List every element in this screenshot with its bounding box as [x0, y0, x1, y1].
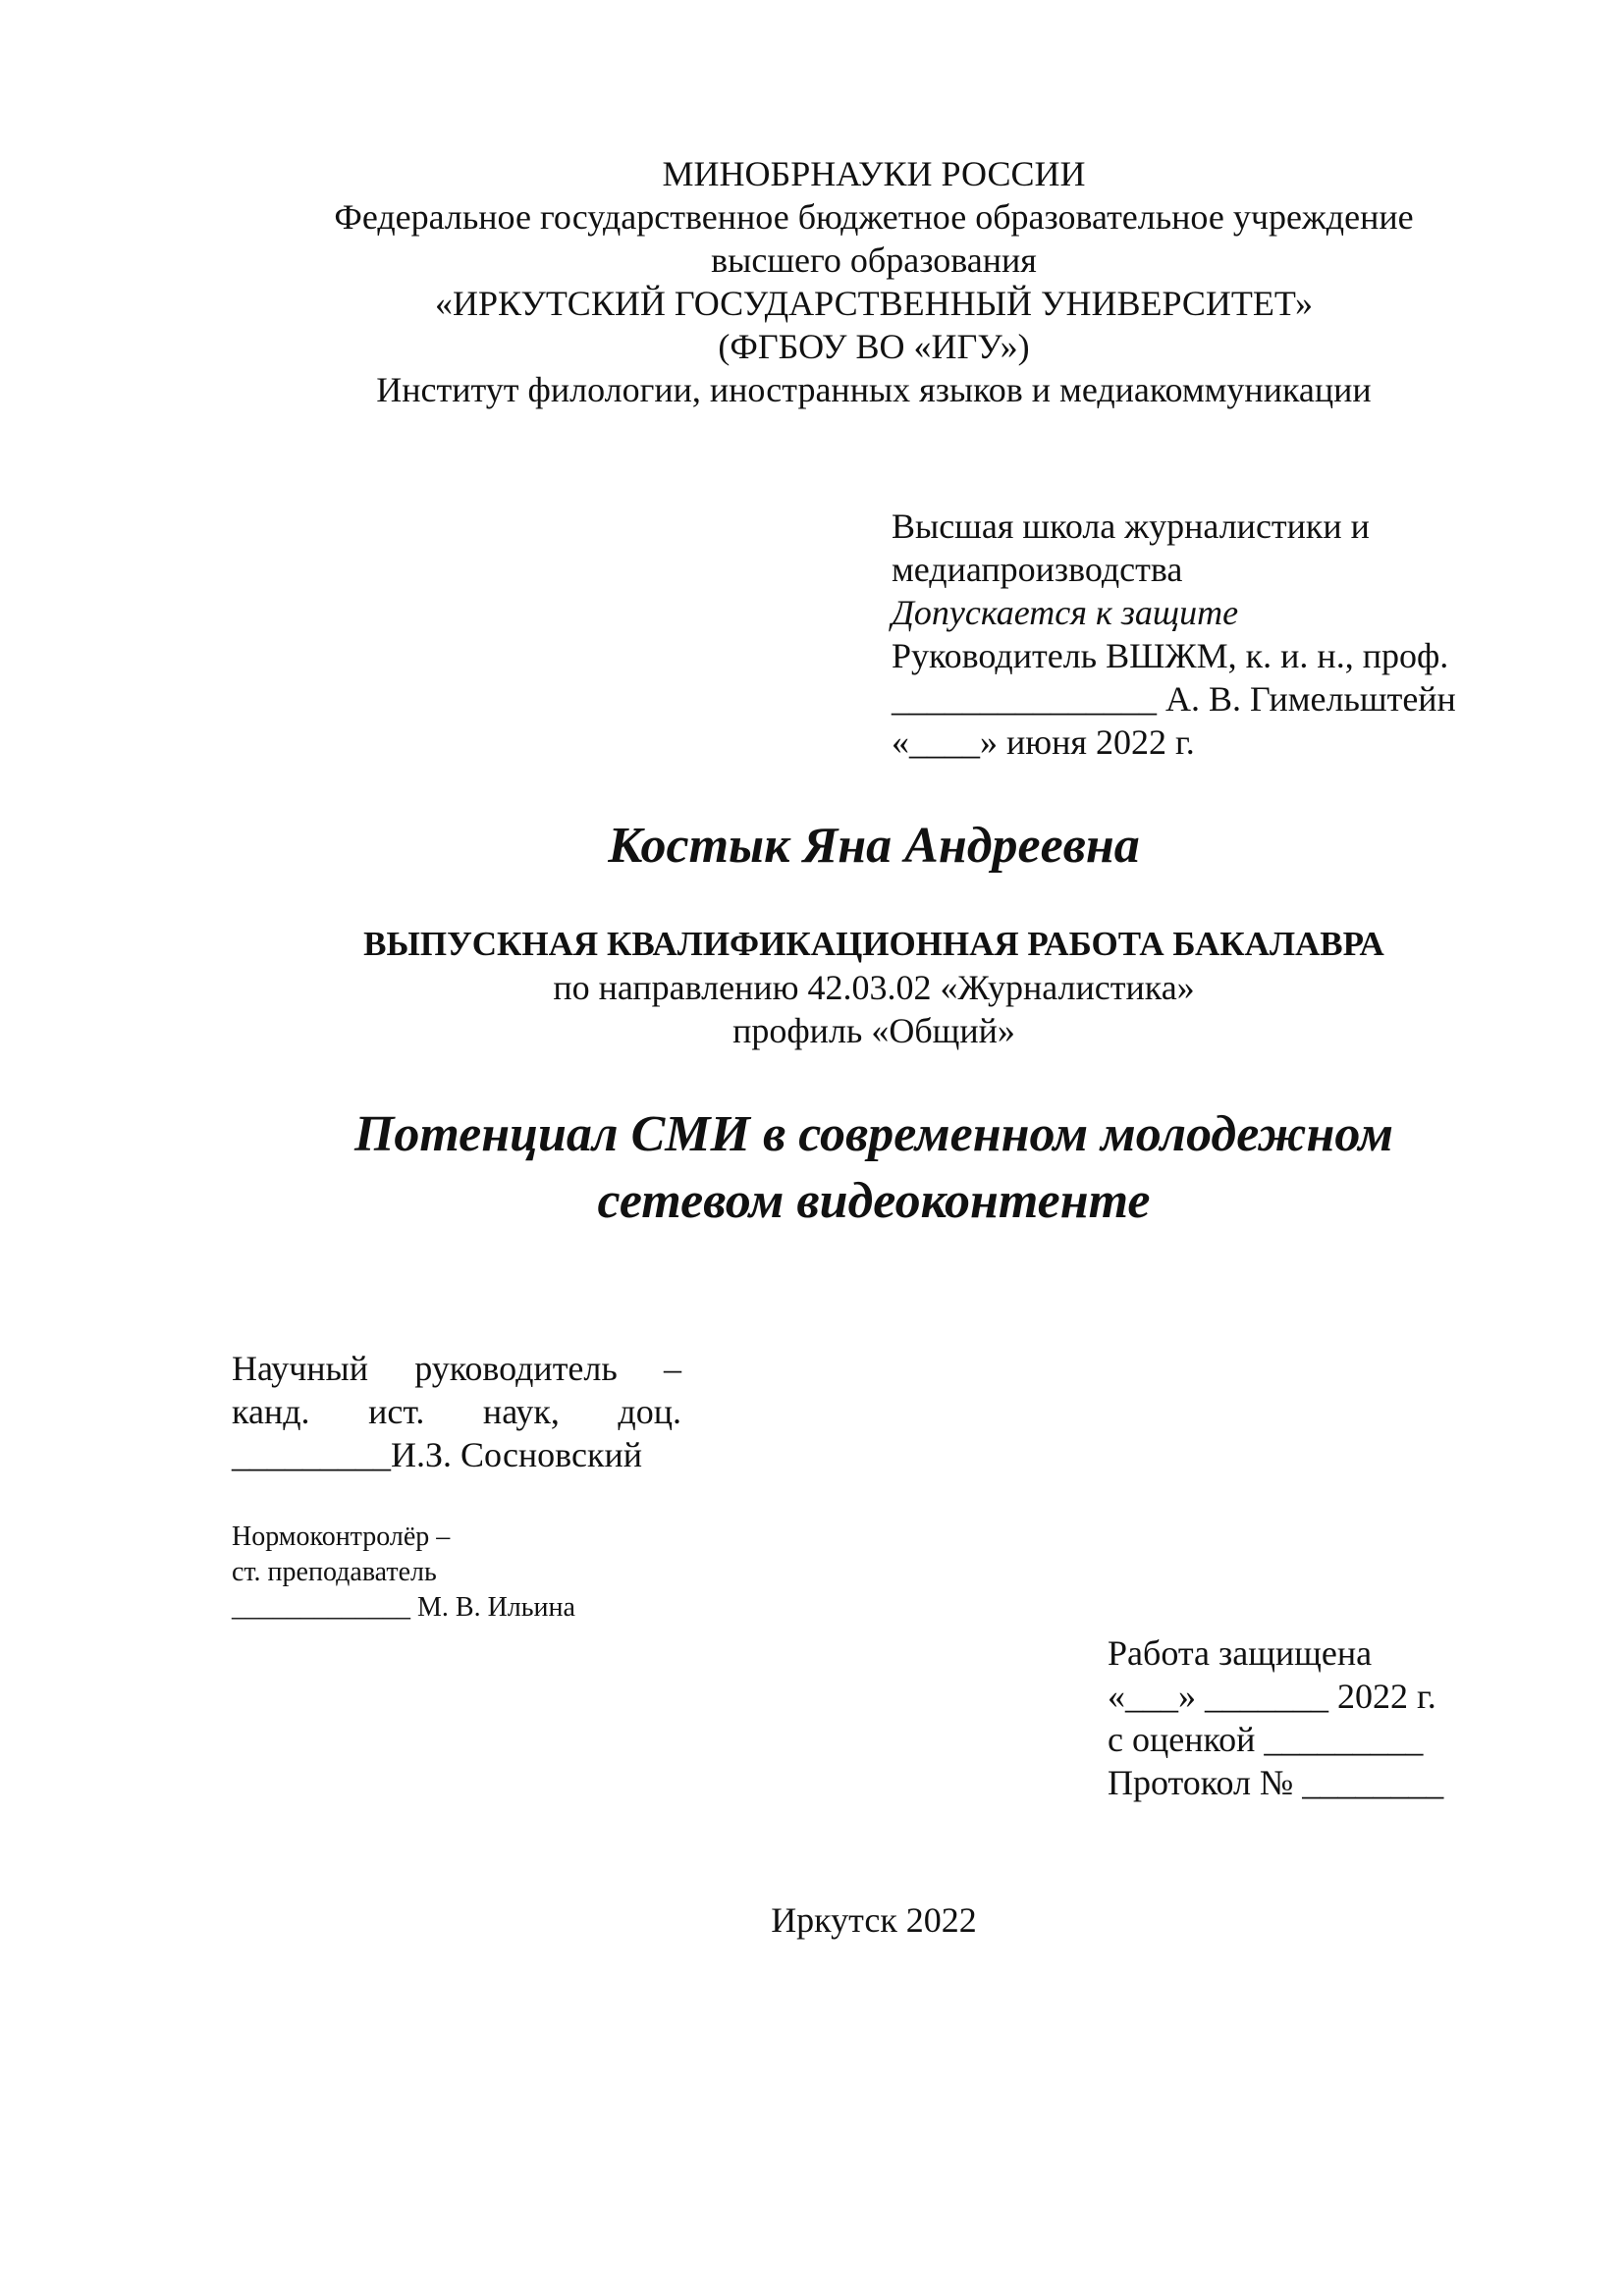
header-block — [0, 152, 1624, 411]
theme-line-1: Потенциал СМИ в современном молодежном — [353, 1106, 1394, 1162]
defense-date: «___» _______ 2022 г. — [1108, 1677, 1436, 1716]
university-name: «ИРКУТСКИЙ ГОСУДАРСТВЕННЫЙ УНИВЕРСИТЕТ» — [435, 284, 1313, 323]
supervisor-degree-word-2: ист. — [368, 1392, 425, 1431]
defense-block — [1108, 1631, 1500, 1804]
supervisor-signature: _________И.З. Сосновский — [232, 1435, 642, 1474]
supervisor-word-1: Научный — [232, 1349, 368, 1388]
defense-title: Работа защищена — [1108, 1633, 1373, 1673]
institution-level-line: высшего образования — [711, 240, 1037, 280]
theme-line-2: сетевом видеоконтенте — [597, 1173, 1151, 1229]
head-title: Руководитель ВШЖМ, к. и. н., проф. — [892, 636, 1449, 675]
approval-date: «____» июня 2022 г. — [892, 722, 1195, 762]
supervisor-degree-line — [232, 1390, 681, 1433]
defense-protocol: Протокол № ________ — [1108, 1763, 1444, 1802]
normocontroller-title: Нормоконтролёр – — [232, 1522, 451, 1552]
institute-name: Институт филологии, иностранных языков и медиакоммуникации — [376, 370, 1372, 409]
author-name: Костык Яна Андреевна — [608, 818, 1140, 874]
department-line-2: медиапроизводства — [892, 550, 1183, 589]
head-signature: _______________ А. В. Гимельштейн — [892, 679, 1456, 719]
work-block — [0, 923, 1624, 1052]
supervisor-title-line — [232, 1347, 681, 1390]
normocontroller-signature: _____________ М. В. Ильина — [232, 1592, 575, 1623]
supervisor-degree-word-4: доц. — [618, 1392, 681, 1431]
work-profile: профиль «Общий» — [732, 1011, 1015, 1050]
department-line-1: Высшая школа журналистики и — [892, 507, 1370, 546]
work-direction: по направлению 42.03.02 «Журналистика» — [553, 968, 1195, 1007]
ministry-line: МИНОБРНАУКИ РОССИИ — [662, 154, 1086, 193]
supervisor-word-2: руководитель — [414, 1349, 618, 1388]
institution-type-line: Федеральное государственное бюджетное образовательное учреждение — [334, 197, 1414, 237]
admission-note: Допускается к защите — [892, 593, 1239, 632]
supervisor-degree-word-3: наук, — [482, 1392, 560, 1431]
department-approval-block — [892, 505, 1530, 764]
supervisor-dash: – — [664, 1349, 681, 1388]
normocontroller-block — [232, 1520, 693, 1626]
work-type: ВЫПУСКНАЯ КВАЛИФИКАЦИОННАЯ РАБОТА БАКАЛАВРА — [363, 925, 1384, 963]
supervisor-block — [232, 1347, 681, 1476]
defense-grade: с оценкой _________ — [1108, 1720, 1424, 1759]
university-abbreviation: (ФГБОУ ВО «ИГУ») — [718, 327, 1030, 366]
city-year: Иркутск 2022 — [771, 1900, 977, 1940]
supervisor-degree-word-1: канд. — [232, 1392, 310, 1431]
work-theme — [0, 1101, 1624, 1235]
normocontroller-position: ст. преподаватель — [232, 1557, 437, 1587]
